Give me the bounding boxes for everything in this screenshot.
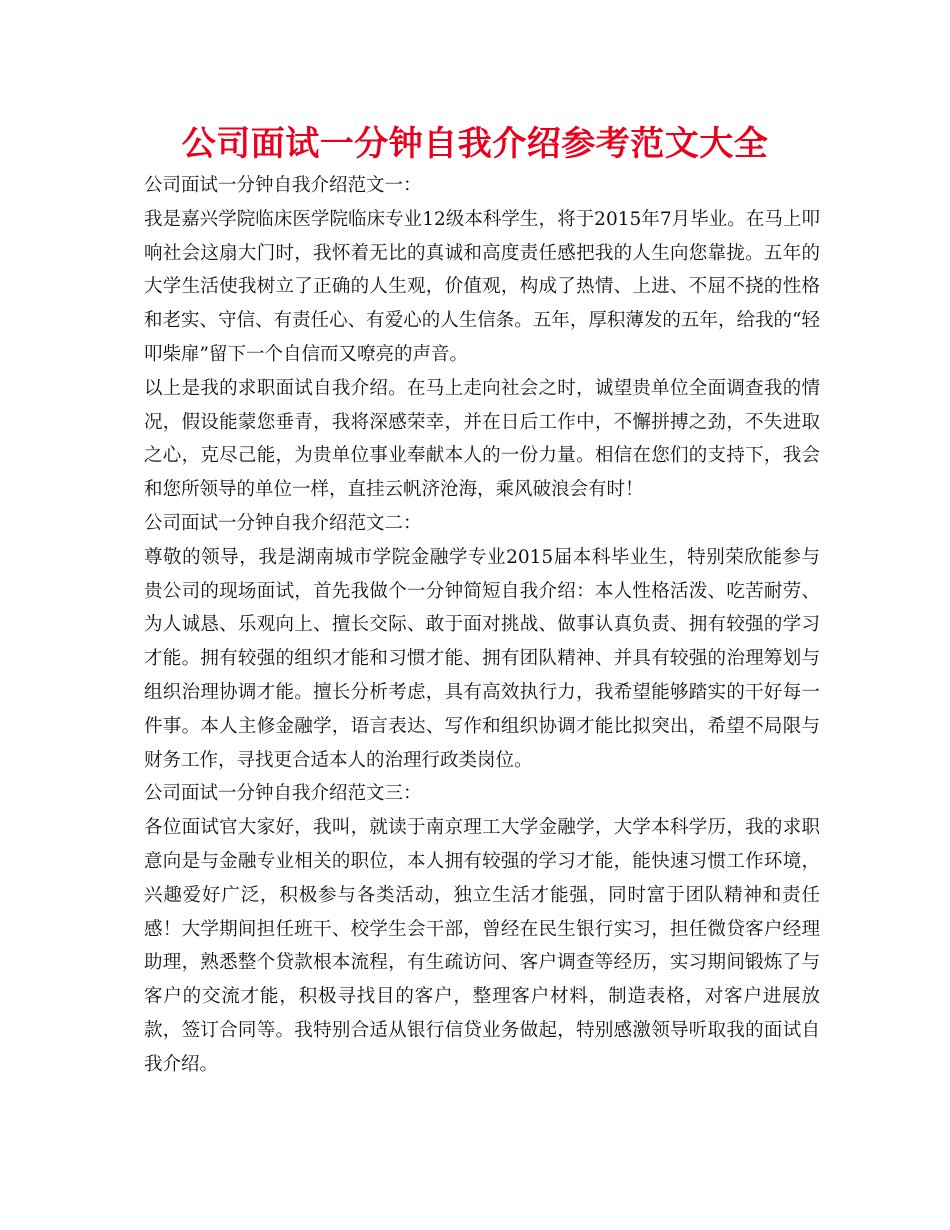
section-heading-1: 公司面试一分钟自我介绍范文一： [144, 175, 422, 196]
section-heading-2: 公司面试一分钟自我介绍范文二： [144, 512, 422, 534]
section-heading-3: 公司面试一分钟自我介绍范文三： [144, 783, 422, 805]
document-body [144, 169, 820, 1082]
document-title: 公司面试一分钟自我介绍参考范文大全 [181, 124, 769, 164]
paragraph-2: 以上是我的求职面试自我介绍。在马上走向社会之时，诚望贵单位全面调查我的情况，假设能蒙您垂青，我将深感荣幸，并在日后工作中，不懈拼搏之劲，不失进取之心，克尽己能，为贵单位事业奉献本人的一份力量。相信在您们的支持下，我会和您所领导的单位一样，直挂云帆济沧海，乘风破浪会有时！ [144, 377, 820, 501]
paragraph-1: 我是嘉兴学院临床医学院临床专业12级本科学生，将于2015年7月毕业。在马上叩响社会这扇大门时，我怀着无比的真诚和高度责任感把我的人生向您靠拢。五年的大学生活使我树立了正确的人生观，价值观，构成了热情、上进、不屈不挠的性格和老实、守信、有责任心、有爱心的人生信条。五年，厚积薄发的五年，给我的“轻叩柴扉”留下一个自信而又嘹亮的声音。 [144, 208, 820, 365]
paragraph-4: 各位面试官大家好，我叫，就读于南京理工大学金融学，大学本科学历，我的求职意向是与金融专业相关的职位，本人拥有较强的学习才能，能快速习惯工作环境，兴趣爱好广泛，积极参与各类活动，独立生活才能强，同时富于团队精神和责任感！大学期间担任班干、校学生会干部，曾经在民生银行实习，担任微贷客户经理助理，熟悉整个贷款根本流程，有生疏访问、客户调查等经历，实习期间锻炼了与客户的交流才能，积极寻找目的客户，整理客户材料，制造表格，对客户进展放款，签订合同等。我特别合适从银行信贷业务做起，特别感激领导听取我的面试自我介绍。 [144, 817, 820, 1075]
paragraph-3: 尊敬的领导，我是湖南城市学院金融学专业2015届本科毕业生，特别荣欣能参与贵公司的现场面试，首先我做个一分钟简短自我介绍：本人性格活泼、吃苦耐劳、为人诚恳、乐观向上、擅长交际、敢于面对挑战、做事认真负责、拥有较强的学习才能。拥有较强的组织才能和习惯才能、拥有团队精神、并具有较强的治理筹划与组织治理协调才能。擅长分析考虑，具有高效执行力，我希望能够踏实的干好每一件事。本人主修金融学，语言表达、写作和组织协调才能比拟突出，希望不局限与财务工作，寻找更合适本人的治理行政类岗位。 [144, 546, 820, 771]
